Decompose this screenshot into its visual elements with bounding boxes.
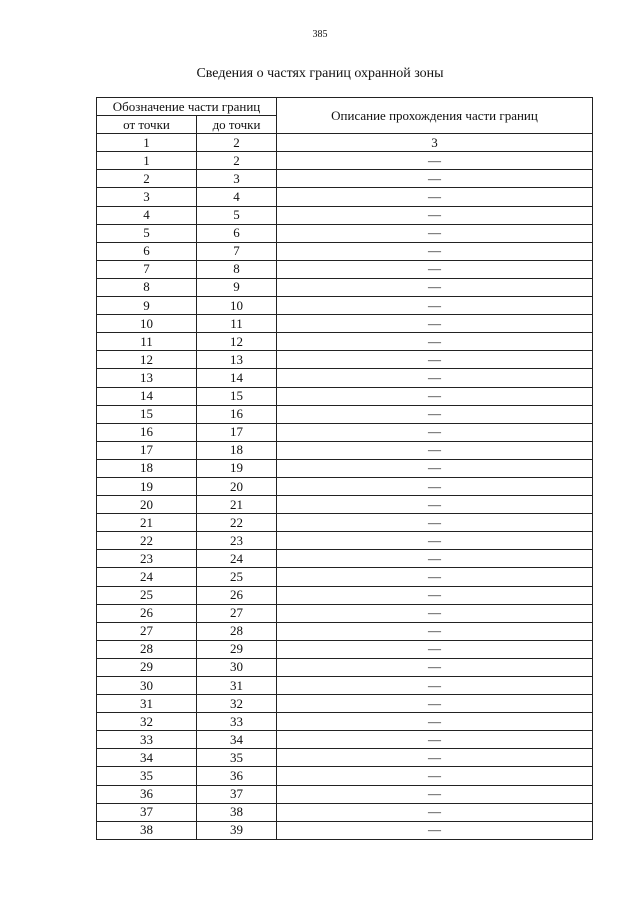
table-row xyxy=(97,496,593,514)
table-body xyxy=(97,152,593,840)
description-cell: — xyxy=(277,821,593,839)
table-row xyxy=(97,242,593,260)
table-row xyxy=(97,297,593,315)
to-point-cell: 30 xyxy=(197,658,277,676)
to-point-cell: 13 xyxy=(197,351,277,369)
description-cell: — xyxy=(277,224,593,242)
to-point-cell: 23 xyxy=(197,532,277,550)
column-number: 3 xyxy=(277,134,593,152)
description-cell: — xyxy=(277,278,593,296)
table-row xyxy=(97,568,593,586)
table-row xyxy=(97,152,593,170)
table-row xyxy=(97,532,593,550)
table-row xyxy=(97,405,593,423)
from-point-cell: 27 xyxy=(97,622,197,640)
from-point-cell: 11 xyxy=(97,333,197,351)
from-point-cell: 25 xyxy=(97,586,197,604)
table-row xyxy=(97,278,593,296)
table-row xyxy=(97,731,593,749)
from-point-cell: 31 xyxy=(97,695,197,713)
table-row xyxy=(97,713,593,731)
from-point-cell: 10 xyxy=(97,315,197,333)
to-point-cell: 8 xyxy=(197,260,277,278)
table-row xyxy=(97,333,593,351)
description-cell: — xyxy=(277,459,593,477)
from-point-cell: 6 xyxy=(97,242,197,260)
table-row xyxy=(97,550,593,568)
description-cell: — xyxy=(277,242,593,260)
table-row xyxy=(97,586,593,604)
description-cell: — xyxy=(277,658,593,676)
to-point-cell: 26 xyxy=(197,586,277,604)
from-point-cell: 30 xyxy=(97,677,197,695)
to-point-cell: 15 xyxy=(197,387,277,405)
description-cell: — xyxy=(277,206,593,224)
to-point-cell: 20 xyxy=(197,477,277,495)
from-point-cell: 24 xyxy=(97,568,197,586)
from-point-cell: 14 xyxy=(97,387,197,405)
boundary-parts-table xyxy=(96,97,593,840)
to-point-cell: 29 xyxy=(197,640,277,658)
table-row xyxy=(97,514,593,532)
from-point-cell: 9 xyxy=(97,297,197,315)
description-cell: — xyxy=(277,695,593,713)
from-point-cell: 35 xyxy=(97,767,197,785)
description-cell: — xyxy=(277,152,593,170)
to-point-cell: 4 xyxy=(197,188,277,206)
to-point-cell: 34 xyxy=(197,731,277,749)
description-cell: — xyxy=(277,477,593,495)
table-row xyxy=(97,658,593,676)
description-cell: — xyxy=(277,315,593,333)
column-number: 2 xyxy=(197,134,277,152)
description-cell: — xyxy=(277,387,593,405)
description-cell: — xyxy=(277,677,593,695)
description-cell: — xyxy=(277,532,593,550)
from-point-cell: 21 xyxy=(97,514,197,532)
to-point-cell: 31 xyxy=(197,677,277,695)
from-point-cell: 20 xyxy=(97,496,197,514)
header-boundary-part-designation: Обозначение части границ xyxy=(97,98,277,116)
to-point-cell: 19 xyxy=(197,459,277,477)
from-point-cell: 3 xyxy=(97,188,197,206)
table-row xyxy=(97,695,593,713)
column-number-row xyxy=(97,134,593,152)
from-point-cell: 22 xyxy=(97,532,197,550)
from-point-cell: 15 xyxy=(97,405,197,423)
table-row xyxy=(97,821,593,839)
page-number: 385 xyxy=(312,29,328,40)
to-point-cell: 24 xyxy=(197,550,277,568)
description-cell: — xyxy=(277,803,593,821)
table-row xyxy=(97,785,593,803)
description-cell: — xyxy=(277,586,593,604)
from-point-cell: 34 xyxy=(97,749,197,767)
to-point-cell: 3 xyxy=(197,170,277,188)
table-row xyxy=(97,260,593,278)
description-cell: — xyxy=(277,496,593,514)
header-to-point: до точки xyxy=(197,116,277,134)
table-row xyxy=(97,803,593,821)
description-cell: — xyxy=(277,297,593,315)
table-header-row xyxy=(97,98,593,116)
description-cell: — xyxy=(277,351,593,369)
table-row xyxy=(97,622,593,640)
column-number: 1 xyxy=(97,134,197,152)
to-point-cell: 11 xyxy=(197,315,277,333)
from-point-cell: 13 xyxy=(97,369,197,387)
table-row xyxy=(97,224,593,242)
from-point-cell: 19 xyxy=(97,477,197,495)
description-cell: — xyxy=(277,568,593,586)
from-point-cell: 32 xyxy=(97,713,197,731)
description-cell: — xyxy=(277,640,593,658)
to-point-cell: 14 xyxy=(197,369,277,387)
table-row xyxy=(97,441,593,459)
table-row xyxy=(97,767,593,785)
description-cell: — xyxy=(277,333,593,351)
to-point-cell: 5 xyxy=(197,206,277,224)
description-cell: — xyxy=(277,785,593,803)
to-point-cell: 21 xyxy=(197,496,277,514)
to-point-cell: 22 xyxy=(197,514,277,532)
from-point-cell: 16 xyxy=(97,423,197,441)
from-point-cell: 38 xyxy=(97,821,197,839)
table-row xyxy=(97,459,593,477)
from-point-cell: 36 xyxy=(97,785,197,803)
description-cell: — xyxy=(277,423,593,441)
table-row xyxy=(97,369,593,387)
table-row xyxy=(97,170,593,188)
to-point-cell: 12 xyxy=(197,333,277,351)
table-row xyxy=(97,188,593,206)
table-row xyxy=(97,749,593,767)
to-point-cell: 9 xyxy=(197,278,277,296)
description-cell: — xyxy=(277,550,593,568)
from-point-cell: 12 xyxy=(97,351,197,369)
from-point-cell: 7 xyxy=(97,260,197,278)
description-cell: — xyxy=(277,514,593,532)
description-cell: — xyxy=(277,749,593,767)
from-point-cell: 26 xyxy=(97,604,197,622)
to-point-cell: 35 xyxy=(197,749,277,767)
document-title: Сведения о частях границ охранной зоны xyxy=(196,66,444,81)
table-row xyxy=(97,351,593,369)
to-point-cell: 38 xyxy=(197,803,277,821)
from-point-cell: 29 xyxy=(97,658,197,676)
description-cell: — xyxy=(277,369,593,387)
table-row xyxy=(97,423,593,441)
to-point-cell: 25 xyxy=(197,568,277,586)
from-point-cell: 5 xyxy=(97,224,197,242)
to-point-cell: 6 xyxy=(197,224,277,242)
table-row xyxy=(97,677,593,695)
description-cell: — xyxy=(277,604,593,622)
to-point-cell: 2 xyxy=(197,152,277,170)
to-point-cell: 39 xyxy=(197,821,277,839)
to-point-cell: 16 xyxy=(197,405,277,423)
from-point-cell: 17 xyxy=(97,441,197,459)
description-cell: — xyxy=(277,622,593,640)
to-point-cell: 10 xyxy=(197,297,277,315)
table-row xyxy=(97,206,593,224)
to-point-cell: 17 xyxy=(197,423,277,441)
description-cell: — xyxy=(277,188,593,206)
description-cell: — xyxy=(277,441,593,459)
description-cell: — xyxy=(277,731,593,749)
from-point-cell: 8 xyxy=(97,278,197,296)
to-point-cell: 33 xyxy=(197,713,277,731)
table-row xyxy=(97,387,593,405)
from-point-cell: 1 xyxy=(97,152,197,170)
to-point-cell: 18 xyxy=(197,441,277,459)
from-point-cell: 18 xyxy=(97,459,197,477)
to-point-cell: 36 xyxy=(197,767,277,785)
from-point-cell: 4 xyxy=(97,206,197,224)
table-row xyxy=(97,604,593,622)
table-row xyxy=(97,477,593,495)
to-point-cell: 27 xyxy=(197,604,277,622)
header-description: Описание прохождения части границ xyxy=(277,98,593,134)
description-cell: — xyxy=(277,767,593,785)
from-point-cell: 28 xyxy=(97,640,197,658)
from-point-cell: 2 xyxy=(97,170,197,188)
header-from-point: от точки xyxy=(97,116,197,134)
description-cell: — xyxy=(277,170,593,188)
table-row xyxy=(97,640,593,658)
to-point-cell: 7 xyxy=(197,242,277,260)
from-point-cell: 33 xyxy=(97,731,197,749)
description-cell: — xyxy=(277,405,593,423)
to-point-cell: 32 xyxy=(197,695,277,713)
from-point-cell: 37 xyxy=(97,803,197,821)
description-cell: — xyxy=(277,713,593,731)
to-point-cell: 37 xyxy=(197,785,277,803)
from-point-cell: 23 xyxy=(97,550,197,568)
table-row xyxy=(97,315,593,333)
to-point-cell: 28 xyxy=(197,622,277,640)
description-cell: — xyxy=(277,260,593,278)
